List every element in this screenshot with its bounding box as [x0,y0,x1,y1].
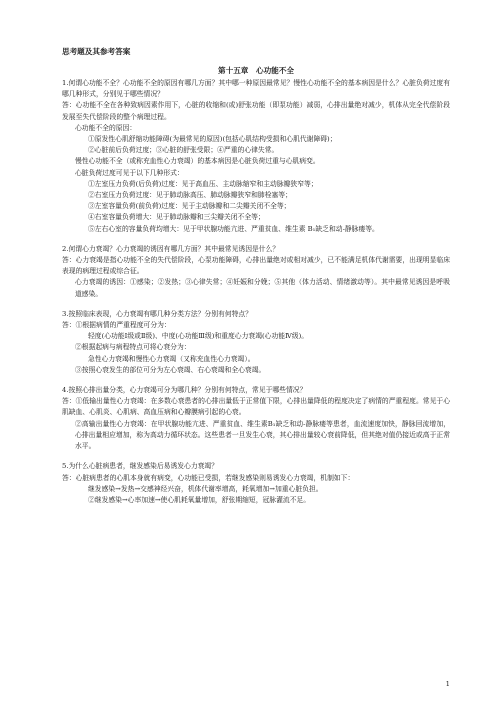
answer-line: ②心脏前后负荷过度；③心脏的舒张受限；④严重的心律失常。 [88,146,279,155]
answer-line: 慢性心功能不全（或称充血性心力衰竭）的基本病因是心脏负荷过重与心肌病变。 [75,157,320,166]
answer-line: ②继发感染→心率加速→使心肌耗氧量增加，舒张期缩短，冠脉灌流不足。 [88,495,311,504]
answer-line: ③按照心衰发生的部位可分为左心衰竭、右心衰竭和全心衰竭。 [75,365,266,374]
question-gap [62,300,450,309]
question-block [62,309,450,376]
question-text: 5.为什么心脏病患者，继发感染后易诱发心力衰竭？ [62,462,219,471]
question-block [62,385,450,452]
question-block [62,461,450,506]
answer-line: ①原发性心肌舒缩功能障碍(为最常见的原因)(包括心肌结构受损和心肌代谢障碍)； [88,135,337,144]
answer-line: ②右室压力负荷过度：见于肺动脉高压、肺动脉瓣狭窄和肺栓塞等； [88,191,292,200]
document-heading: 思考题及其参考答案 [62,47,131,56]
question-gap [62,376,450,385]
answer-line: 轻度(心功能Ⅰ级或Ⅱ级)、中度(心功能Ⅲ级)和重度心力衰竭(心功能Ⅳ级)。 [88,332,309,341]
answer-line: ①左室压力负荷(后负荷)过度：见于高血压、主动脉缩窄和主动脉瓣狭窄等； [88,179,318,188]
question-block [62,244,450,300]
answer-line: 答：①低输出量性心力衰竭：在多数心衰患者的心排出量低于正常值下限，心排出量降低的程度决定了病情的严重程度。常见于心肌缺血、心肌炎、心肌病、高血压病和心瓣膜病引起的心衰。 [62,397,450,417]
page-number: 1 [445,680,450,688]
question-text: 4.按照心排出量分类，心力衰竭可分为哪几种？分别有何特点，常见于哪些情况？ [62,386,307,395]
answer-line: ④右室容量负荷增大：见于肺动脉瓣和三尖瓣关闭不全等； [88,213,265,222]
qa-section [62,78,450,506]
answer-line: ②根据起病与病程特点可将心衰分为： [75,343,191,352]
answer-line: 心力衰竭的诱因：①感染；②发热；③心律失常；④妊娠和分娩；⑤其他（体力活动、情绪激动等）。其中最常见诱因是呼吸道感染。 [75,278,450,298]
question-text: 3.按照临床表现，心力衰竭有哪几种分类方法？分别有何特点？ [62,309,252,318]
answer-line: ②高输出量性心力衰竭：在甲状腺功能亢进、严重贫血、维生素B₁缺乏和动-静脉瘘等患者，血流速度加快，静脉回流增加，心排出量相应增加，称为高动力循环状态。这些患者一旦发生心衰，其心排出量较心衰前降低，但其绝对值仍接近或高于正常水平。 [75,419,450,451]
answer-line: ⑤左右心室的容量负荷均增大：见于甲状腺功能亢进、严重贫血、维生素 B₁缺乏和动-静脉瘘等。 [88,224,379,233]
question-block [62,78,450,235]
answer-line: 继发感染→发热→交感神经兴奋，机体代谢率增高，耗氧增加→加重心脏负担。 [88,484,323,493]
answer-line: 答：心脏病患者的心肌本身就有病变，心功能已受损，若继发感染则易诱发心力衰竭，机制如下： [62,473,355,482]
answer-line: 答：①根据病情的严重程度可分为： [62,321,171,330]
answer-line: 答：心功能不全在各种致病因素作用下，心脏的收缩和(或)舒张功能（即泵功能）减弱，心排出量绝对减少，机体从完全代偿阶段发展至失代偿阶段的整个病理过程。 [62,101,450,121]
chapter-title: 第十五章 心功能不全 [218,66,294,75]
question-gap [62,235,450,244]
question-gap [62,452,450,461]
answer-line: 急性心力衰竭和慢性心力衰竭（又称充血性心力衰竭）。 [88,354,255,363]
answer-line: 心脏负荷过度可见于以下几种形式： [75,168,184,177]
question-text: 2.何谓心力衰竭？心力衰竭的诱因有哪几方面？其中最常见诱因是什么？ [62,244,280,253]
answer-line: ③左室容量负荷(前负荷)过度：见于主动脉瓣和二尖瓣关闭不全等； [88,202,291,211]
question-text: 1.何谓心功能不全？心功能不全的原因有哪几方面？其中哪一种原因最常见？慢性心功能不全的基本病因是什么？心脏负荷过度有哪几种形式，分别见于哪些情况？ [62,79,450,99]
answer-line: 答：心力衰竭是指心功能不全的失代偿阶段，心泵功能障碍，心排出量绝对或相对减少，已不能满足机体代谢需要，出现明显临床表现的病理过程或综合征。 [62,256,450,276]
answer-line: 心功能不全的原因： [75,123,137,132]
